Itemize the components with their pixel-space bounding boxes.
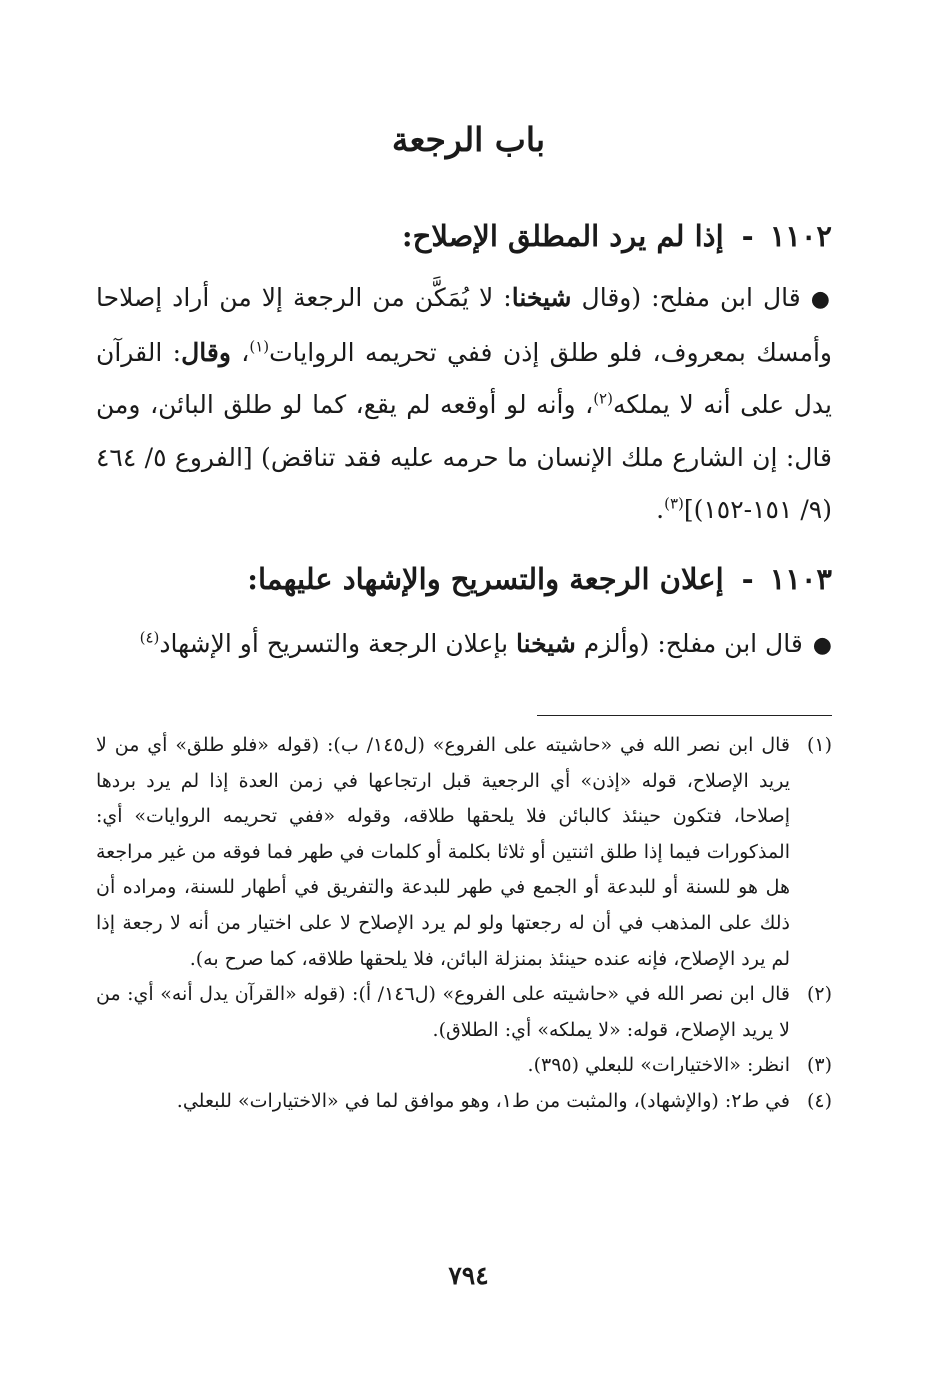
- paragraph-text: قال ابن مفلح: (وألزم: [575, 629, 803, 658]
- footnote-ref-4[interactable]: (٤): [139, 628, 160, 647]
- said-label: وقال: [181, 337, 231, 367]
- paragraph-text: .: [656, 495, 665, 524]
- footnote-3: [96, 1048, 832, 1084]
- footnote-divider: [537, 715, 832, 716]
- paragraph-text: : القرآن يدل على أنه لا يملكه: [96, 337, 832, 419]
- footnotes-section: [96, 728, 832, 1120]
- issue-heading-1102: [100, 214, 832, 258]
- sheikh-label: شيخنا: [516, 629, 576, 658]
- paragraph-text: قال ابن مفلح: (وقال: [571, 283, 801, 312]
- paragraph-text: بإعلان الرجعة والتسريح أو الإشهاد: [159, 629, 516, 658]
- issue-separator: -: [741, 219, 754, 253]
- body-paragraph-2: [96, 618, 832, 673]
- paragraph-text: ،: [230, 337, 250, 367]
- issue-number: ١١٠٣: [769, 562, 832, 596]
- footnote-ref-2[interactable]: (٢): [593, 389, 613, 408]
- footnote-number: (١): [806, 734, 832, 756]
- issue-title: إذا لم يرد المطلق الإصلاح:: [401, 219, 724, 253]
- footnote-text: قال ابن نصر الله في «حاشيته على الفروع» (ل١٤٥/ ب): (قوله «فلو طلق» أي من لا يريد الإصلاح، قوله «إذن» أي الرجعية قبل ارتجاعها في زمن العدة إذا لم يرد بردها إصلاحا، فتكون حينئذ كالبائن فلا يلحقها طلاقه، وقوله «ففي تحريمه الروايات» أي: المذكورات فيما إذا طلق اثنتين أو ثلاثا بكلمة أو كلمات في طهر فما فوقه من غير مراجعة هل هو للسنة أو للبدعة أو الجمع في طهر للبدعة والتفريق في أطهار للسنة، ومراده أن ذلك على المذهب في أن له رجعتها ولو لم يرد الإصلاح لا على اختيار من أنه لا رجعة إذا لم يرد الإصلاح، فإنه عنده حينئذ بمنزلة البائن، فلا يلحقها طلاقه، كما صرح به).: [96, 734, 790, 970]
- footnote-4: [96, 1084, 832, 1120]
- footnote-2: [96, 977, 832, 1048]
- footnote-ref-1[interactable]: (١): [249, 337, 270, 356]
- paragraph-text: ، وأنه لو أوقعه لم يقع، كما لو طلق البائن، ومن قال: إن الشارع ملك الإنسان ما حرمه عليه فقد تناقض) [الفروع ٥/ ٤٦٤ (٩/ ١٥١-١٥٢)]: [96, 390, 832, 524]
- sheikh-label: شيخنا: [511, 283, 572, 312]
- issue-separator: -: [741, 562, 754, 596]
- footnote-number: (٣): [806, 1054, 832, 1077]
- chapter-title: باب الرجعة: [391, 120, 546, 159]
- footnote-text: قال ابن نصر الله في «حاشيته على الفروع» (ل١٤٦/ أ): (قوله «القرآن يدل أنه» أي: من لا يريد الإصلاح، قوله: «لا يملكه» أي: الطلاق).: [96, 983, 790, 1041]
- bullet-icon: ●: [812, 633, 832, 658]
- footnote-number: (٤): [806, 1089, 832, 1112]
- paragraph-text: : لا يُمَكَّن من الرجعة إلا من أراد إصلاحا وأمسك بمعروف، فلو طلق إذن ففي تحريمه الروايات: [96, 283, 832, 367]
- page-number: ٧٩٤: [448, 1261, 489, 1290]
- issue-title: إعلان الرجعة والتسريح والإشهاد عليهما:: [247, 562, 724, 596]
- issue-number: ١١٠٢: [769, 219, 832, 253]
- bullet-icon: ●: [810, 287, 832, 312]
- footnote-number: (٢): [806, 983, 832, 1006]
- footnote-text: انظر: «الاختيارات» للبعلي (٣٩٥).: [527, 1054, 790, 1077]
- body-paragraph-1: [96, 272, 832, 537]
- footnote-ref-3[interactable]: (٣): [664, 494, 684, 513]
- issue-heading-1103: [100, 557, 832, 601]
- footnote-text: في ط٢: (والإشهاد)، والمثبت من ط١، وهو موافق لما في «الاختيارات» للبعلي.: [176, 1089, 790, 1112]
- footnote-1: [96, 728, 832, 977]
